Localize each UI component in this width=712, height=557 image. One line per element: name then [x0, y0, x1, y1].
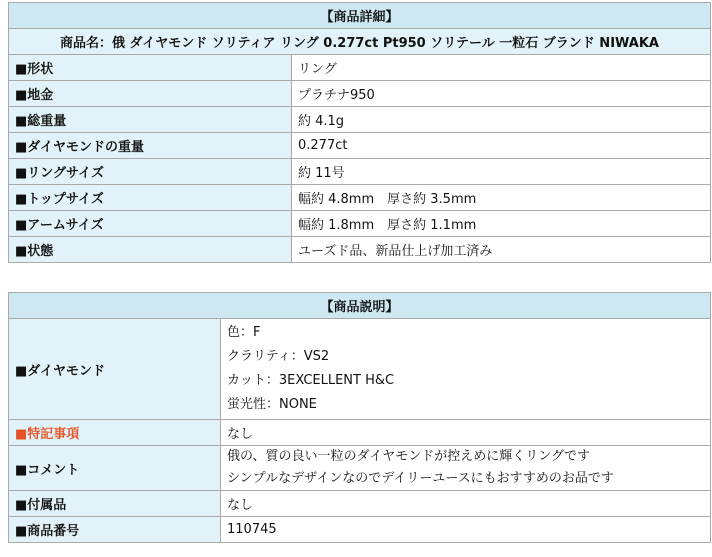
detail-value: 0.277ct — [292, 133, 711, 159]
detail-row-top-size — [9, 185, 711, 211]
detail-label: ■状態 — [9, 237, 292, 263]
detail-row-arm-size — [9, 211, 711, 237]
detail-row-diamond-weight — [9, 133, 711, 159]
item-number-value: 110745 — [221, 517, 711, 543]
detail-label: ■リングサイズ — [9, 159, 292, 185]
detail-label: ■ダイヤモンドの重量 — [9, 133, 292, 159]
desc-row-item-number — [9, 517, 711, 543]
detail-row-ring-size — [9, 159, 711, 185]
desc-row-comment — [9, 446, 711, 491]
desc-row-accessories — [9, 491, 711, 517]
product-details-table — [8, 2, 711, 263]
diamond-specs — [221, 319, 711, 420]
diamond-color: 色：F — [227, 325, 261, 340]
special-notes-value: なし — [221, 420, 711, 446]
comment-text — [221, 446, 711, 491]
comment-label: ■コメント — [9, 446, 221, 491]
detail-value: 約 4.1g — [292, 107, 711, 133]
accessories-label: ■付属品 — [9, 491, 221, 517]
diamond-label: ■ダイヤモンド — [9, 319, 221, 420]
comment-line: シンプルなデザインなのでデイリーユースにもおすすめのお品です — [227, 471, 614, 486]
detail-row-shape — [9, 55, 711, 81]
detail-row-total-weight — [9, 107, 711, 133]
item-number-label: ■商品番号 — [9, 517, 221, 543]
detail-value: リング — [292, 55, 711, 81]
desc-row-diamond — [9, 319, 711, 420]
detail-value: 約 11号 — [292, 159, 711, 185]
accessories-value: なし — [221, 491, 711, 517]
detail-label: ■トップサイズ — [9, 185, 292, 211]
product-description-table — [8, 292, 711, 543]
special-notes-label-text: ■特記事項 — [15, 427, 80, 442]
detail-label: ■形状 — [9, 55, 292, 81]
detail-label: ■総重量 — [9, 107, 292, 133]
detail-value: 幅約 4.8mm 厚さ約 3.5mm — [292, 185, 711, 211]
diamond-cut: カット：3EXCELLENT H&C — [227, 373, 395, 388]
detail-row-metal — [9, 81, 711, 107]
detail-value: ユーズド品、新品仕上げ加工済み — [292, 237, 711, 263]
desc-row-special-notes — [9, 420, 711, 446]
diamond-fluorescence: 蛍光性：NONE — [227, 397, 317, 412]
detail-label: ■地金 — [9, 81, 292, 107]
product-name: 商品名：俄 ダイヤモンド ソリティア リング 0.277ct Pt950 ソリテール 一粒石 ブランド NIWAKA — [9, 29, 711, 55]
detail-row-condition — [9, 237, 711, 263]
special-notes-label — [9, 420, 221, 446]
detail-label: ■アームサイズ — [9, 211, 292, 237]
detail-value: プラチナ950 — [292, 81, 711, 107]
comment-line: 俄の、質の良い一粒のダイヤモンドが控えめに輝くリングです — [227, 449, 590, 464]
description-title: 【商品説明】 — [9, 293, 711, 319]
detail-value: 幅約 1.8mm 厚さ約 1.1mm — [292, 211, 711, 237]
diamond-clarity: クラリティ：VS2 — [227, 349, 330, 364]
details-title: 【商品詳細】 — [9, 3, 711, 29]
